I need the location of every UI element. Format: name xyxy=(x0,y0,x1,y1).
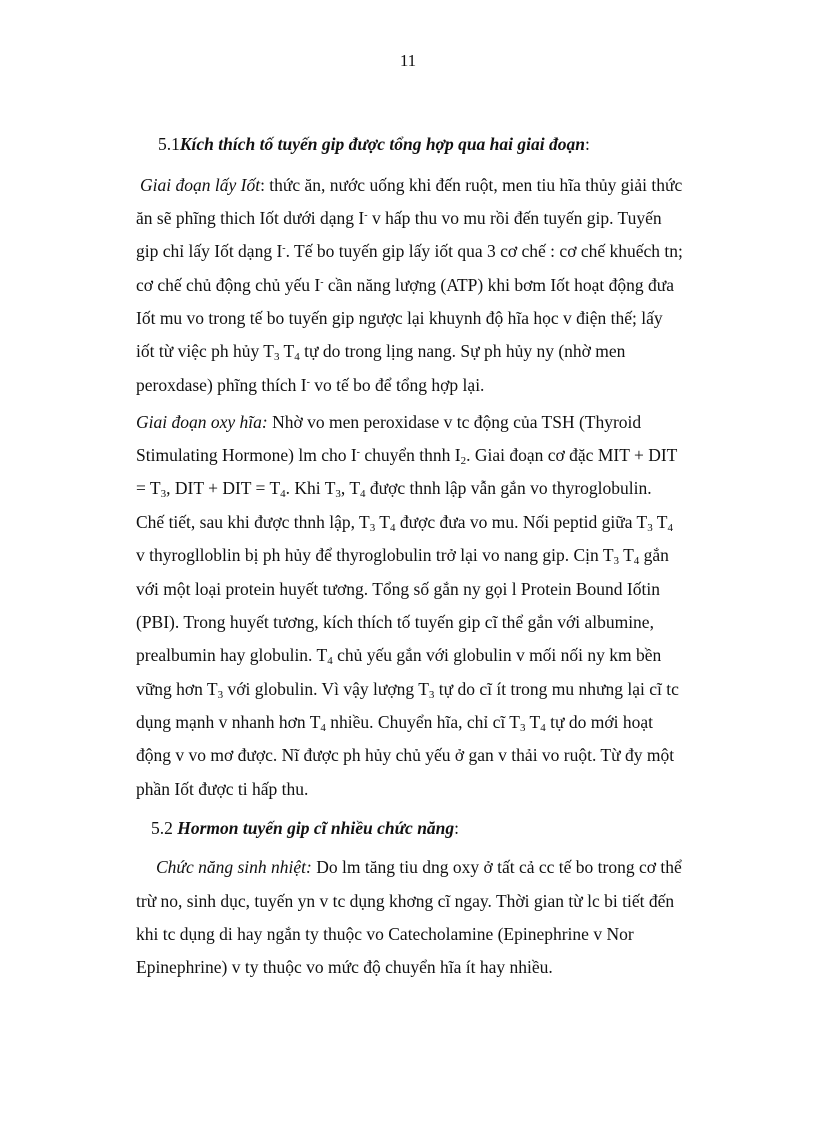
paragraph-line: Chức năng sinh nhiệt: Do lm tăng tiu dng oxy ở tất cả cc tế bo trong cơ thể xyxy=(156,857,682,877)
paragraph-line: dụng mạnh v nhanh hơn $T_4$ nhiều. Chuyển hĩa, chỉ cĩ $T_3$ $T_4$ tự do mới hoạt xyxy=(136,712,653,734)
section-5-1-heading: 5.1Kích thích tố tuyến gip được tổng hợp qua hai giai đoạn: xyxy=(158,134,590,154)
paragraph-line: với một loại protein huyết tương. Tổng số gắn ny gọi l Protein Bound Iốtin xyxy=(136,579,660,599)
section-title: Hormon tuyến gip cĩ nhiều chức năng xyxy=(177,818,455,838)
paragraph-line: prealbumin hay globulin. $T_4$ chủ yếu gắn với globulin v mối nối ny km bền xyxy=(136,645,662,667)
section-5-2-heading: 5.2 Hormon tuyến gip cĩ nhiều chức năng: xyxy=(151,818,460,838)
paragraph-line: Stimulating Hormone) lm cho I- chuyển thnh $I_2$. Giai đoạn cơ đặc MIT + DIT xyxy=(136,445,678,467)
paragraph-line: Iốt mu vo trong tế bo tuyến gip ngược lại khuynh độ hĩa học v điện thế; lấy xyxy=(136,308,663,328)
phase-title: Giai đoạn lấy Iốt xyxy=(140,175,261,195)
paragraph-line: Epinephrine) v ty thuộc vo mức độ chuyển hĩa ít hay nhiều. xyxy=(136,957,553,977)
paragraph-line: peroxdase) phĩng thích I- vo tế bo để tổng hợp lại. xyxy=(136,375,485,395)
paragraph-line: = $T_3$, DIT + DIT = $T_4$. Khi $T_3$, $T_4$ được thnh lập vẫn gắn vo thyroglobulin. xyxy=(136,478,652,500)
paragraph-line: iốt từ việc ph hủy $T_3$ $T_4$ tự do trong lịng nang. Sự ph hủy ny (nhờ men xyxy=(136,341,626,363)
page-number: 11 xyxy=(399,51,417,70)
section-title: Kích thích tố tuyến gip được tổng hợp qua hai giai đoạn xyxy=(179,134,585,154)
paragraph-line: gip chỉ lấy Iốt dạng I-. Tế bo tuyến gip lấy iốt qua 3 cơ chế : cơ chế khuếch tn; xyxy=(136,241,683,261)
paragraph-line: ăn sẽ phĩng thich Iốt dưới dạng I- v hấp thu vo mu rồi đến tuyến gip. Tuyến xyxy=(136,208,662,228)
paragraph-line: cơ chế chủ động chủ yếu I- cần năng lượng (ATP) khi bơm Iốt hoạt động đưa xyxy=(136,275,675,295)
paragraph-line: Giai đoạn oxy hĩa: Nhờ vo men peroxidase v tc động của TSH (Thyroid xyxy=(136,412,642,432)
paragraph-line: phần Iốt được ti hấp thu. xyxy=(136,779,309,799)
function-title: Chức năng sinh nhiệt: xyxy=(156,857,312,877)
paragraph-line: Giai đoạn lấy Iốt: thức ăn, nước uống khi đến ruột, men tiu hĩa thủy giải thức xyxy=(140,175,683,195)
section-number: 5.1 xyxy=(158,134,180,154)
paragraph-line: (PBI). Trong huyết tương, kích thích tố tuyến gip cĩ thể gắn với albumine, xyxy=(136,612,654,632)
paragraph-line: khi tc dụng di hay ngắn ty thuộc vo Catecholamine (Epinephrine v Nor xyxy=(136,924,634,944)
section-number: 5.2 xyxy=(151,818,173,838)
paragraph-line: trừ no, sinh dục, tuyến yn v tc dụng khơng cĩ ngay. Thời gian từ lc bi tiết đến xyxy=(136,891,675,911)
phase-title: Giai đoạn oxy hĩa: xyxy=(136,412,268,432)
paragraph-line: v thyroglloblin bị ph hủy để thyroglobulin trở lại vo nang gip. Cịn $T_3$ $T_4$ gắn xyxy=(136,545,669,567)
paragraph-line: Chế tiết, sau khi được thnh lập, $T_3$ $T_4$ được đưa vo mu. Nối peptid giữa $T_3$ $T_4$ xyxy=(136,512,673,534)
paragraph-line: vững hơn $T_3$ với globulin. Vì vậy lượng $T_3$ tự do cĩ ít trong mu nhưng lại cĩ tc xyxy=(136,679,679,701)
paragraph-line: động v vo mơ được. Nĩ được ph hủy chủ yếu ở gan v thải vo ruột. Từ đy một xyxy=(136,745,675,765)
